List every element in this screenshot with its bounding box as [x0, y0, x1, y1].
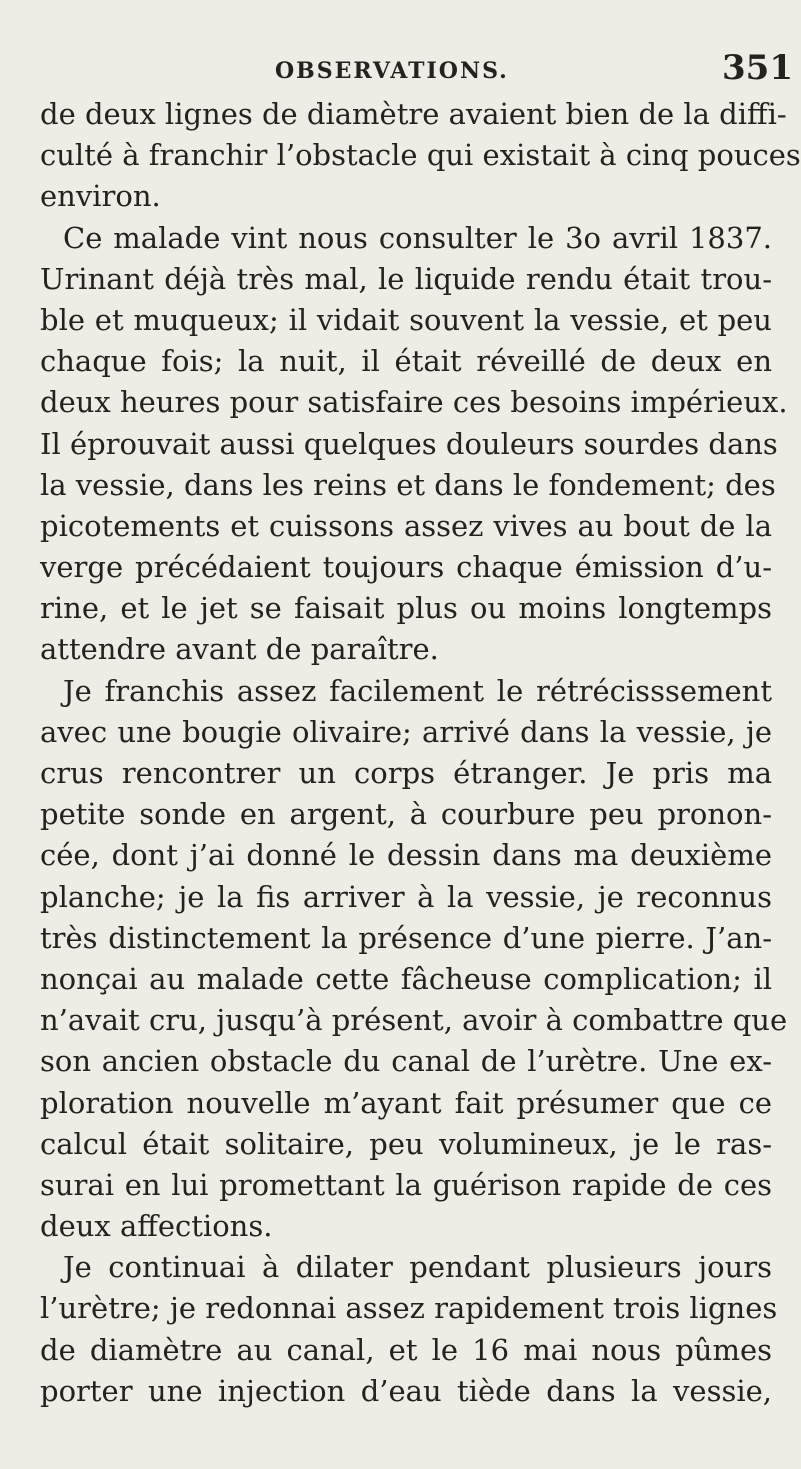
text-line: n’avait cru, jusqu’à présent, avoir à combattre que	[40, 1003, 788, 1038]
text-line: Il éprouvait aussi quelques douleurs sourdes dans	[40, 426, 778, 461]
text-line: picotements et cuissons assez vives au bout de la	[40, 508, 772, 543]
text-line: de deux lignes de diamètre avaient bien de la diffi-	[40, 97, 787, 131]
text-line: verge précédaient toujours chaque émission d’u-	[40, 550, 772, 585]
text-line: porter une injection d’eau tiède dans la vessie,	[40, 1373, 772, 1408]
text-line: Urinant déjà très mal, le liquide rendu était trou-	[40, 261, 772, 296]
text-line: calcul était solitaire, peu volumineux, je le ras-	[40, 1126, 772, 1161]
paragraph	[40, 218, 788, 671]
text-line: ble et muqueux; il vidait souvent la vessie, et peu	[40, 302, 772, 337]
text-line: nonçai au malade cette fâcheuse complication; il	[40, 961, 772, 996]
text-line: environ.	[40, 179, 161, 214]
running-head: OBSERVATIONS.	[275, 58, 509, 84]
paragraph	[40, 94, 801, 218]
text-line: culté à franchir l’obstacle qui existait à cinq pouces	[40, 138, 801, 173]
text-line: son ancien obstacle du canal de l’urètre. Une ex-	[40, 1044, 772, 1079]
body-text	[40, 94, 801, 1412]
text-line: l’urètre; je redonnai assez rapidement trois lignes	[40, 1291, 778, 1326]
text-line: planche; je la fis arriver à la vessie, je reconnus	[40, 879, 772, 914]
text-line: surai en lui promettant la guérison rapide de ces	[40, 1167, 772, 1202]
text-line: petite sonde en argent, à courbure peu pronon-	[40, 797, 772, 832]
text-line: avec une bougie olivaire; arrivé dans la vessie, je	[40, 714, 772, 749]
text-line: deux heures pour satisfaire ces besoins impérieux.	[40, 385, 788, 420]
text-line: crus rencontrer un corps étranger. Je pris ma	[40, 756, 772, 790]
text-line: Je franchis assez facilement le rétrécisssement	[63, 673, 772, 708]
text-line: la vessie, dans les reins et dans le fondement; des	[40, 467, 776, 502]
text-line: Je continuai à dilater pendant plusieurs jours	[63, 1250, 772, 1285]
text-line: attendre avant de paraître.	[40, 632, 439, 667]
text-line: rine, et le jet se faisait plus ou moins longtemps	[40, 591, 772, 626]
text-line: deux affections.	[40, 1209, 273, 1244]
text-line: ploration nouvelle m’ayant fait présumer que ce	[40, 1085, 772, 1120]
text-line: Ce malade vint nous consulter le 3o avril 1837.	[63, 220, 772, 255]
page-header	[0, 48, 801, 92]
page-number: 351	[722, 48, 793, 88]
text-line: de diamètre au canal, et le 16 mai nous pûmes	[40, 1332, 772, 1367]
paragraph	[40, 1247, 778, 1412]
paragraph	[40, 671, 788, 1248]
text-line: très distinctement la présence d’une pierre. J’an-	[40, 920, 772, 955]
text-line: chaque fois; la nuit, il était réveillé de deux en	[40, 344, 772, 379]
text-line: cée, dont j’ai donné le dessin dans ma deuxième	[40, 838, 772, 873]
